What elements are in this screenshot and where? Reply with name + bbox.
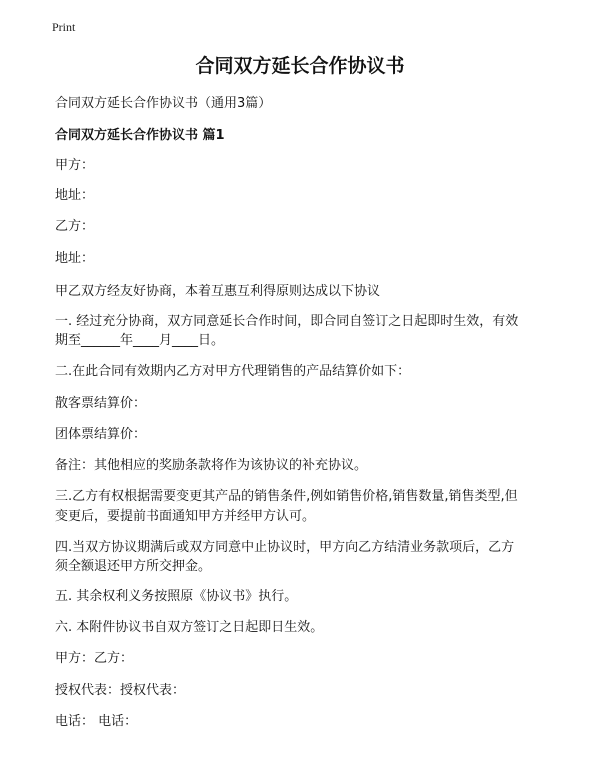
signature-representatives-line: 授权代表：授权代表： (55, 683, 186, 698)
group-price-line: 团体票结算价： (55, 427, 147, 442)
clause-3-line-1: 三.乙方有权根据需要变更其产品的销售条件,例如销售价格,销售数量,销售类型,但 (55, 489, 518, 504)
document-subtitle: 合同双方延长合作协议书（通用3篇） (55, 96, 272, 111)
clause-1-line-2: 期至______年____月____日。 (55, 333, 225, 348)
party-a-label: 甲方： (55, 158, 95, 173)
signature-parties-line: 甲方：乙方： (55, 651, 134, 666)
clause-2-paragraph: 二.在此合同有效期内乙方对甲方代理销售的产品结算价如下： (55, 364, 411, 379)
address-a-label: 地址： (55, 188, 95, 203)
clause-4-line-1: 四.当双方协议期满后或双方同意中止协议时，甲方向乙方结清业务款项后，乙方 (55, 540, 515, 555)
signature-phones-line: 电话： 电话： (55, 714, 138, 729)
retail-price-line: 散客票结算价： (55, 396, 147, 411)
note-paragraph: 备注：其他相应的奖励条款将作为该协议的补充协议。 (55, 458, 368, 473)
preamble-paragraph: 甲乙双方经友好协商，本着互惠互利得原则达成以下协议 (55, 284, 381, 299)
address-b-label: 地址： (55, 251, 95, 266)
clause-5-paragraph: 五. 其余权利义务按照原《协议书》执行。 (55, 589, 298, 604)
clause-6-paragraph: 六. 本附件协议书自双方签订之日起即日生效。 (55, 620, 324, 635)
clause-4-line-2: 须全额退还甲方所交押金。 (55, 559, 212, 574)
section-heading: 合同双方延长合作协议书 篇1 (55, 128, 225, 143)
document-title: 合同双方延长合作协议书 (195, 55, 405, 77)
party-b-label: 乙方： (55, 219, 95, 234)
clause-3-line-2: 变更后，要提前书面通知甲方并经甲方认可。 (55, 509, 316, 524)
clause-1-line-1: 一. 经过充分协商，双方同意延长合作时间，即合同自签订之日起即时生效，有效 (55, 314, 519, 329)
print-link[interactable]: Print (52, 20, 76, 34)
